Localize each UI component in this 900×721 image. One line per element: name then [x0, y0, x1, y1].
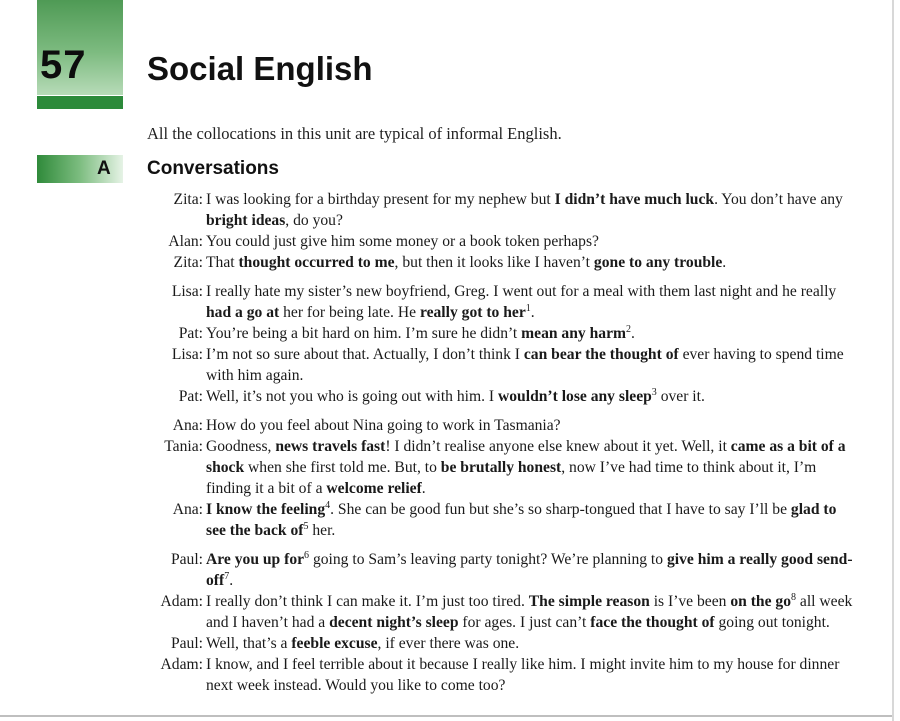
text-segment: .: [421, 480, 426, 497]
collocation: bright ideas: [206, 212, 286, 229]
collocation: gone to any trouble: [593, 254, 723, 271]
text-segment: going to Sam’s leaving party tonight? We’re planning to: [309, 551, 667, 568]
text-segment: I know, and I feel terrible about it because I really like him. I might invite him to my house for dinner next week instead. Would you like to come too?: [206, 656, 840, 694]
collocation: mean any harm: [521, 325, 626, 342]
footnote-marker: 1: [525, 302, 531, 314]
text-segment: when she first told me. But, to: [244, 459, 441, 476]
text-segment: for ages. I just can’t: [458, 614, 591, 631]
speaker-name: Pat:: [178, 388, 203, 405]
conversation: [140, 415, 858, 541]
dialogue-line: [140, 281, 858, 323]
speaker-name: Adam:: [160, 656, 203, 673]
text-segment: ! I didn’t realise anyone else knew about it yet. Well, it: [385, 438, 731, 455]
text-segment: .: [630, 325, 635, 342]
speaker-name: Zita:: [173, 191, 203, 208]
dialogue-line: [140, 654, 858, 696]
dialogue-line: [140, 189, 858, 231]
collocation: came as a bit of a shock: [206, 438, 846, 476]
utterance: [206, 189, 858, 231]
footnote-marker: 3: [651, 386, 657, 398]
text-segment: You’re being a bit hard on him. I’m sure he didn’t: [206, 325, 522, 342]
utterance: [206, 436, 858, 499]
text-segment: her for being late. He: [279, 304, 420, 321]
speaker-name: Pat:: [178, 325, 203, 342]
collocation: Are you up for: [206, 551, 305, 568]
text-segment: , do you?: [285, 212, 343, 229]
speaker-name: Ana:: [172, 501, 203, 518]
dialogue-line: [140, 252, 858, 273]
text-segment: , but then it looks like I haven’t: [394, 254, 594, 271]
collocation: thought occurred to me: [238, 254, 395, 271]
text-segment: going out tonight.: [714, 614, 830, 631]
collocation: had a go at: [206, 304, 280, 321]
collocation: wouldn’t lose any sleep: [498, 388, 652, 405]
text-segment: Goodness,: [206, 438, 276, 455]
utterance: [206, 633, 858, 654]
text-segment: .: [229, 572, 234, 589]
page-edge: [892, 0, 894, 721]
utterance: [206, 549, 858, 591]
collocation: The simple reason: [528, 593, 650, 610]
conversation: [140, 189, 858, 273]
footnote-marker: 4: [325, 499, 331, 511]
text-segment: I was looking for a birthday present for my nephew but: [206, 191, 555, 208]
dialogue-line: [140, 231, 858, 252]
collocation: I know the feeling: [206, 501, 326, 518]
speaker-name: Paul:: [170, 551, 203, 568]
utterance: [206, 231, 858, 252]
text-segment: Well, it’s not you who is going out with him. I: [206, 388, 498, 405]
collocation: on the go: [730, 593, 791, 610]
unit-number-stripe: [37, 96, 123, 109]
text-segment: I really don’t think I can make it. I’m just too tired.: [206, 593, 529, 610]
text-segment: all week and I haven’t had a: [206, 593, 853, 631]
footnote-marker: 5: [303, 520, 309, 532]
text-segment: .: [530, 304, 535, 321]
utterance: [206, 654, 858, 696]
utterance: [206, 591, 858, 633]
text-segment: . She can be good fun but she’s so sharp-tongued that I have to say I’ll be: [330, 501, 791, 518]
utterance: [206, 281, 858, 323]
text-segment: I’m not so sure about that. Actually, I don’t think I: [206, 346, 524, 363]
intro-text: All the collocations in this unit are typical of informal English.: [147, 124, 562, 143]
dialogue-line: [140, 386, 858, 407]
footnote-marker: 2: [625, 323, 631, 335]
speaker-name: Lisa:: [171, 283, 203, 300]
speaker-name: Paul:: [170, 635, 203, 652]
collocation: news travels fast: [275, 438, 386, 455]
speaker-name: Tania:: [164, 438, 203, 455]
text-segment: her.: [308, 522, 336, 539]
page-edge-bottom: [0, 715, 892, 717]
footnote-marker: 7: [224, 570, 230, 582]
dialogue-line: [140, 344, 858, 386]
utterance: [206, 252, 858, 273]
text-segment: How do you feel about Nina going to work in Tasmania?: [206, 417, 561, 434]
text-segment: . You don’t have any: [714, 191, 843, 208]
text-segment: Well, that’s a: [206, 635, 292, 652]
utterance: [206, 323, 858, 344]
dialogue-line: [140, 633, 858, 654]
section-letter: A: [97, 158, 111, 179]
dialogue-line: [140, 549, 858, 591]
speaker-name: Lisa:: [171, 346, 203, 363]
text-segment: .: [722, 254, 727, 271]
dialogue-line: [140, 415, 858, 436]
unit-number: 57: [40, 43, 87, 87]
utterance: [206, 499, 858, 541]
collocation: I didn’t have much luck: [554, 191, 715, 208]
text-segment: That: [206, 254, 239, 271]
dialogue-line: [140, 323, 858, 344]
utterance: [206, 344, 858, 386]
unit-title: Social English: [147, 50, 373, 87]
section-title: Conversations: [147, 158, 279, 179]
speaker-name: Alan:: [168, 233, 203, 250]
collocation: feeble excuse: [291, 635, 378, 652]
utterance: [206, 415, 858, 436]
collocation: really got to her: [419, 304, 526, 321]
footnote-marker: 8: [791, 591, 796, 603]
conversation: [140, 281, 858, 407]
text-segment: , now I’ve had time to think about it, I’m finding it a bit of a: [206, 459, 817, 497]
collocation: decent night’s sleep: [329, 614, 459, 631]
text-segment: over it.: [656, 388, 705, 405]
conversation: [140, 549, 858, 696]
text-segment: , if ever there was one.: [377, 635, 520, 652]
collocation: welcome relief: [326, 480, 422, 497]
dialogue-line: [140, 591, 858, 633]
collocation: face the thought of: [590, 614, 715, 631]
collocation: be brutally honest: [440, 459, 562, 476]
speaker-name: Ana:: [172, 417, 203, 434]
collocation: can bear the thought of: [523, 346, 679, 363]
speaker-name: Adam:: [160, 593, 203, 610]
text-segment: I really hate my sister’s new boyfriend, Greg. I went out for a meal with them last night and he really: [206, 283, 837, 300]
text-segment: You could just give him some money or a book token perhaps?: [206, 233, 599, 250]
dialogue-line: [140, 499, 858, 541]
footnote-marker: 6: [304, 549, 310, 561]
collocation: glad to see the back of: [206, 501, 837, 539]
dialogue-area: [140, 189, 858, 696]
collocation: give him a really good send-off: [206, 551, 853, 589]
text-segment: is I’ve been: [649, 593, 731, 610]
dialogue-line: [140, 436, 858, 499]
utterance: [206, 386, 858, 407]
text-segment: ever having to spend time with him again.: [206, 346, 844, 384]
speaker-name: Zita:: [173, 254, 203, 271]
